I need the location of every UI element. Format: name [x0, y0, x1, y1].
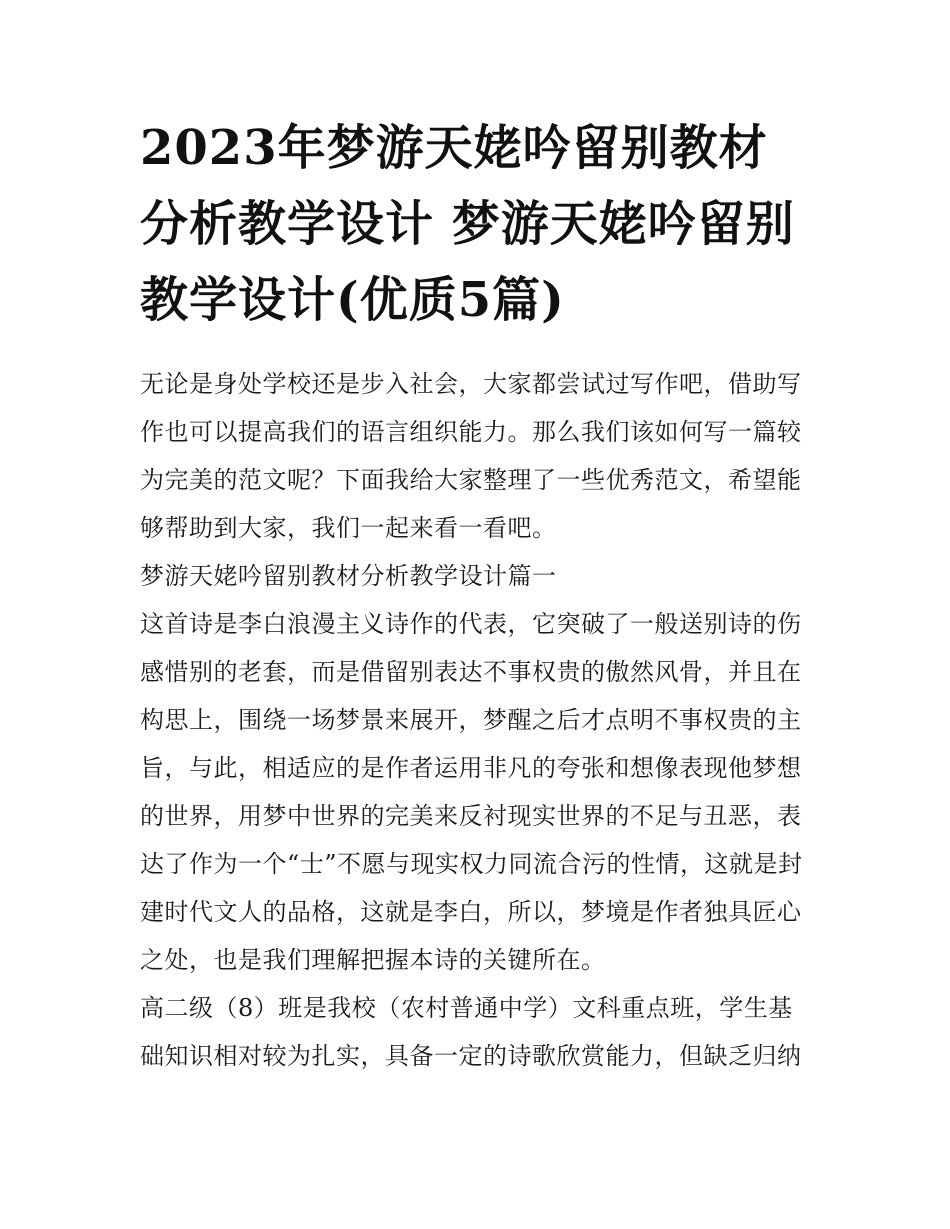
intro-paragraph: 无论是身处学校还是步入社会，大家都尝试过写作吧，借助写作也可以提高我们的语言组织能力。那么我们该如何写一篇较为完美的范文呢？下面我给大家整理了一些优秀范文，希望能够帮助到大家，我们一起来看一看吧。 [140, 370, 802, 542]
body-paragraph-2: 高二级（8）班是我校（农村普通中学）文科重点班，学生基础知识相对较为扎实，具备一定的诗歌欣赏能力，但缺乏归纳 [140, 994, 802, 1070]
document-title: 2023年梦游天姥吟留别教材分析教学设计 梦游天姥吟留别教学设计(优质5篇) [140, 120, 795, 328]
body-paragraph-1: 这首诗是李白浪漫主义诗作的代表，它突破了一般送别诗的伤感惜别的老套，而是借留别表达不事权贵的傲然风骨，并且在构思上，围绕一场梦景来展开，梦醒之后才点明不事权贵的主旨，与此，相适应的是作者运用非凡的夸张和想像表现他梦想的世界，用梦中世界的完美来反衬现实世界的不足与丑恶，表达了作为一个“士”不愿与现实权力同流合污的性情，这就是封建时代文人的品格，这就是李白，所以，梦境是作者独具匠心之处，也是我们理解把握本诗的关键所在。 [140, 610, 803, 974]
section-heading: 梦游天姥吟留别教材分析教学设计篇一 [140, 562, 557, 590]
document-content [140, 110, 812, 1080]
